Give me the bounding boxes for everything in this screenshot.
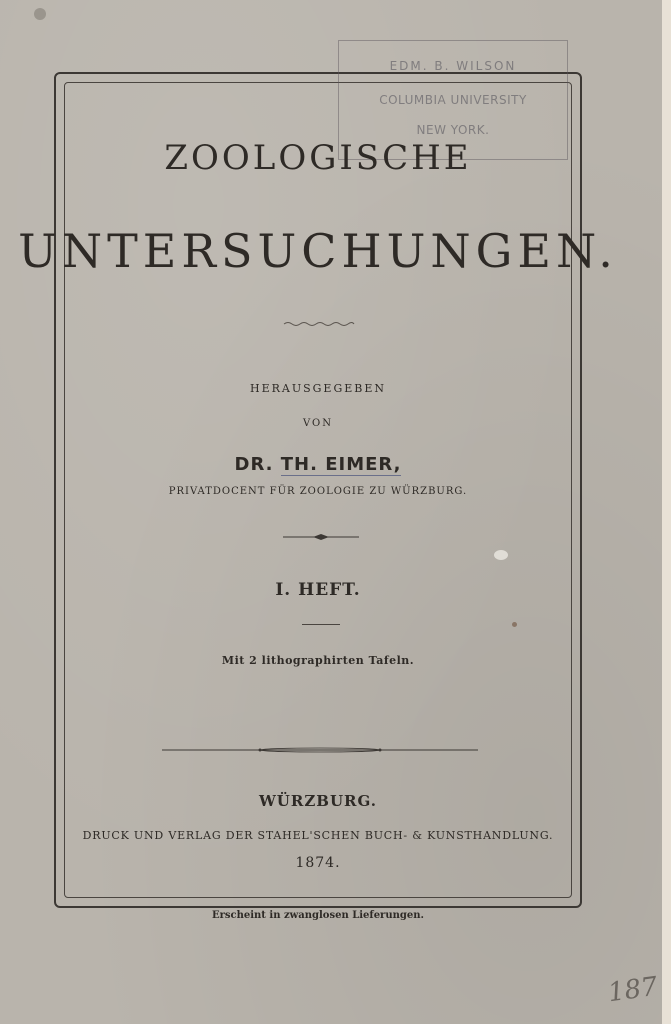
paper-spot <box>34 8 46 20</box>
page-edge <box>662 0 671 1024</box>
short-rule <box>302 624 340 625</box>
author-affiliation: PRIVATDOCENT FÜR ZOOLOGIE ZU WÜRZBURG. <box>168 486 468 497</box>
handwritten-number: 187 <box>606 971 660 1009</box>
plates-note: Mit 2 lithographirten Tafeln. <box>221 654 415 667</box>
stamp-line-owner: EDM. B. WILSON <box>389 59 517 73</box>
edited-by-label: HERAUSGEGEBEN <box>249 382 387 395</box>
title-line-2: UNTERSUCHUNGEN. <box>18 224 618 278</box>
wavy-ornament <box>282 320 356 328</box>
publication-year: 1874. <box>295 855 341 871</box>
stamp-line-city: NEW YORK. <box>416 123 490 137</box>
title-line-1: ZOOLOGISCHE <box>164 138 472 178</box>
publication-note: Erscheint in zwanglosen Lieferungen. <box>212 910 424 921</box>
ornate-rule <box>160 744 480 756</box>
diamond-divider <box>283 532 359 542</box>
stamp-line-university: COLUMBIA UNIVERSITY <box>379 93 527 107</box>
author-name <box>0 454 636 475</box>
publisher-line: DRUCK UND VERLAG DER STAHEL'SCHEN BUCH- & KUNSTHANDLUNG. <box>82 829 554 842</box>
von-label: VON <box>303 418 333 429</box>
author-prefix: DR. <box>234 454 274 475</box>
issue-number: I. HEFT. <box>275 580 361 600</box>
publisher-city: WÜRZBURG. <box>258 792 378 810</box>
author-surname: TH. EIMER, <box>280 454 402 475</box>
